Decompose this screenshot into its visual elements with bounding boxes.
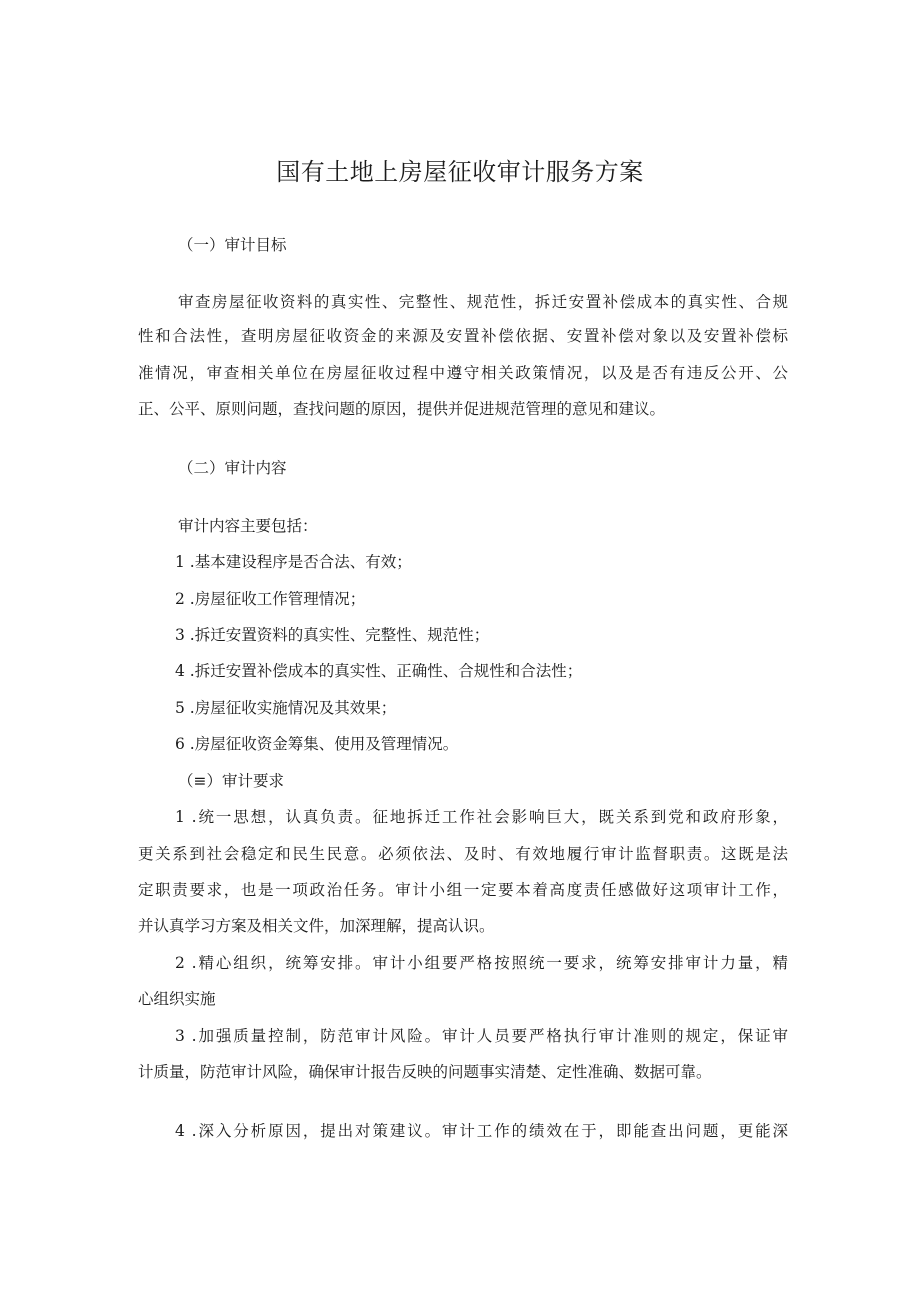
section-heading-goals: （一）审计目标 xyxy=(178,236,287,254)
list-item: 4 .拆迁安置补偿成本的真实性、正确性、合规性和合法性； xyxy=(175,662,583,680)
list-item: 3 .拆迁安置资料的真实性、完整性、规范性； xyxy=(175,626,490,644)
paragraph-line: 正、公平、原则问题，查找问题的原因，提供并促进规范管理的意见和建议。 xyxy=(138,400,666,418)
paragraph-line: 更关系到社会稳定和民生民意。必须依法、及时、有效地履行审计监督职责。这既是法 xyxy=(138,845,788,863)
paragraph-line: 计质量，防范审计风险，确保审计报告反映的问题事实清楚、定性准确、数据可靠。 xyxy=(138,1063,712,1081)
paragraph-line: 1 .统一思想，认真负责。征地拆迁工作社会影响巨大，既关系到党和政府形象， xyxy=(175,808,788,826)
list-item: 2 .房屋征收工作管理情况； xyxy=(175,590,366,608)
content-intro: 审计内容主要包括： xyxy=(178,517,318,535)
paragraph-line: 4 .深入分析原因，提出对策建议。审计工作的绩效在于，即能查出问题，更能深 xyxy=(175,1122,788,1140)
list-item: 6 .房屋征收资金筹集、使用及管理情况。 xyxy=(175,735,459,753)
paragraph-line: 2 .精心组织，统筹安排。审计小组要严格按照统一要求，统筹安排审计力量，精 xyxy=(175,954,788,972)
paragraph-line: 心组织实施 xyxy=(138,990,216,1008)
section-heading-content: （二）审计内容 xyxy=(178,459,287,477)
document-title: 国有土地上房屋征收审计服务方案 xyxy=(276,158,644,186)
paragraph-line: 定职责要求，也是一项政治任务。审计小组一定要本着高度责任感做好这项审计工作， xyxy=(138,881,788,899)
paragraph-line: 3 .加强质量控制，防范审计风险。审计人员要严格执行审计准则的规定，保证审 xyxy=(175,1027,788,1045)
list-item: 5 .房屋征收实施情况及其效果； xyxy=(175,699,397,717)
section-heading-requirements: （≡）审计要求 xyxy=(178,772,284,790)
paragraph-line: 准情况，审查相关单位在房屋征收过程中遵守相关政策情况，以及是否有违反公开、公 xyxy=(138,364,788,382)
paragraph-line: 审查房屋征收资料的真实性、完整性、规范性，拆迁安置补偿成本的真实性、合规 xyxy=(178,293,788,311)
paragraph-line: 性和合法性，查明房屋征收资金的来源及安置补偿依据、安置补偿对象以及安置补偿标 xyxy=(138,327,788,345)
list-item: 1 .基本建设程序是否合法、有效； xyxy=(175,553,412,571)
paragraph-line: 并认真学习方案及相关文件，加深理解，提高认识。 xyxy=(138,917,495,935)
